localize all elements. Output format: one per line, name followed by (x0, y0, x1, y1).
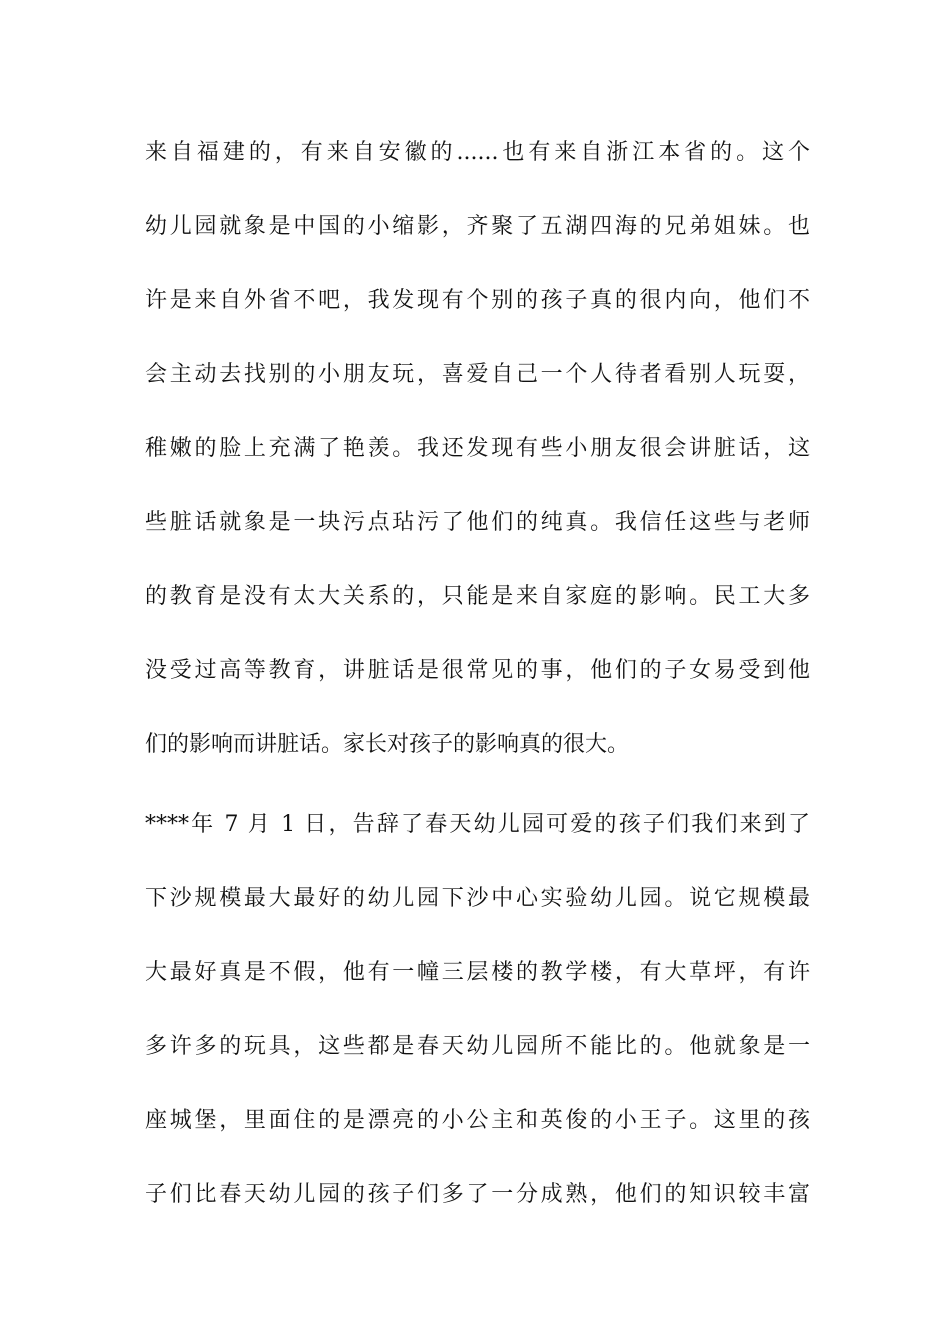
text-line: 许是来自外省不吧，我发现有个别的孩子真的很内向，他们不 (145, 288, 810, 313)
text-line: 没受过高等教育，讲脏话是很常见的事，他们的子女易受到他 (145, 658, 810, 683)
text-line: 下沙规模最大最好的幼儿园下沙中心实验幼儿园。说它规模最 (145, 886, 810, 911)
text-line: 会主动去找别的小朋友玩，喜爱自己一个人待者看别人玩耍， (145, 362, 810, 387)
text-line: 多许多的玩具，这些都是春天幼儿园所不能比的。他就象是一 (145, 1034, 810, 1059)
text-line: 来自福建的，有来自安徽的......也有来自浙江本省的。这个 (145, 140, 810, 165)
text-line: ****年 7 月 1 日，告辞了春天幼儿园可爱的孩子们我们来到了 (145, 812, 810, 837)
paragraph-end-line: 们的影响而讲脏话。家长对孩子的影响真的很大。 (145, 732, 630, 757)
text-line: 子们比春天幼儿园的孩子们多了一分成熟，他们的知识较丰富 (145, 1182, 810, 1207)
text-line: 座城堡，里面住的是漂亮的小公主和英俊的小王子。这里的孩 (145, 1108, 810, 1133)
text-line: 些脏话就象是一块污点玷污了他们的纯真。我信任这些与老师 (145, 510, 810, 535)
text-line: 大最好真是不假，他有一幢三层楼的教学楼，有大草坪，有许 (145, 960, 810, 985)
text-line: 稚嫩的脸上充满了艳羡。我还发现有些小朋友很会讲脏话，这 (145, 436, 810, 461)
text-line: 幼儿园就象是中国的小缩影，齐聚了五湖四海的兄弟姐妹。也 (145, 214, 810, 239)
text-line: 的教育是没有太大关系的，只能是来自家庭的影响。民工大多 (145, 584, 810, 609)
